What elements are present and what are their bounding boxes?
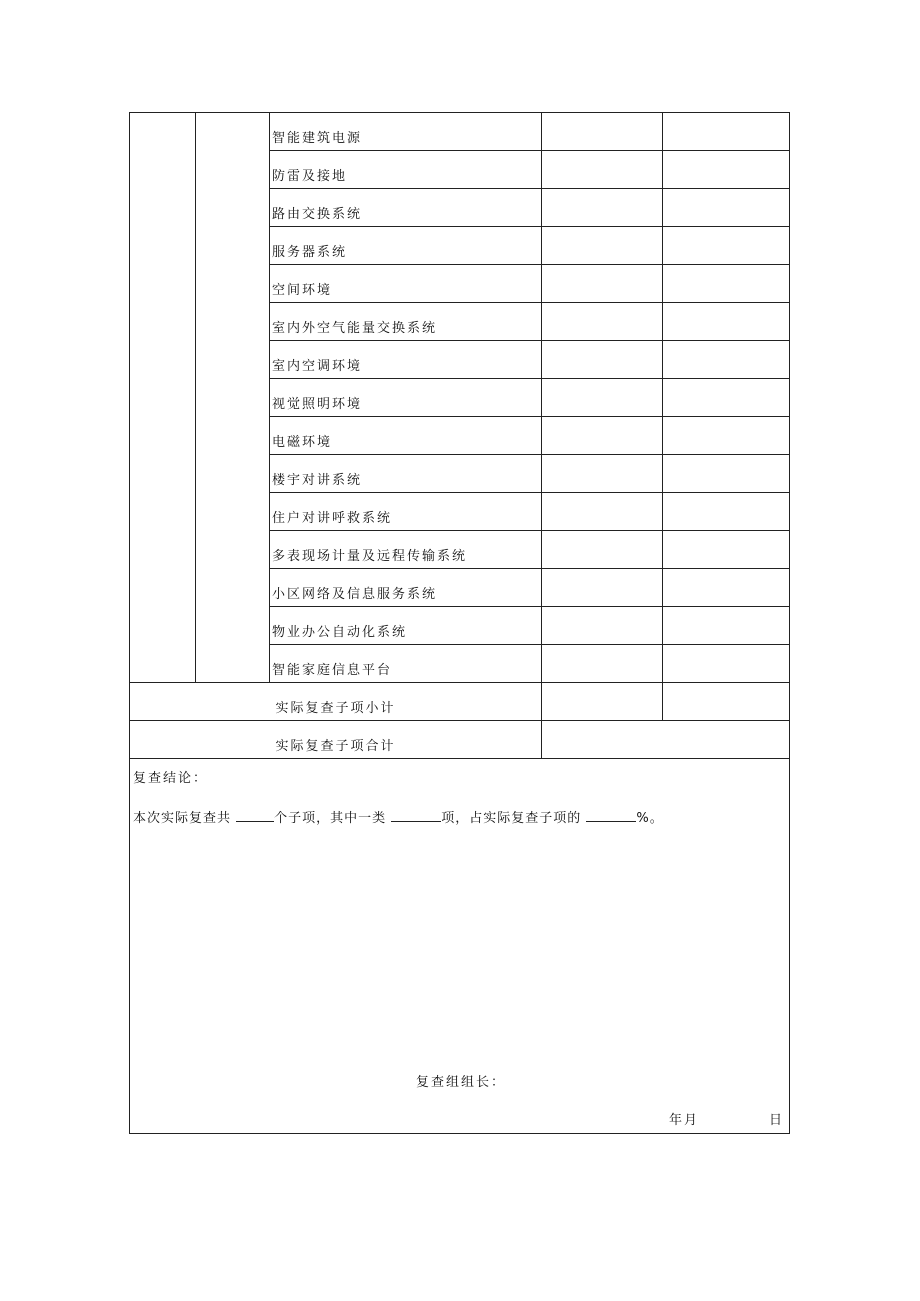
item-name: 多表现场计量及远程传输系统 [270, 531, 542, 569]
item-name: 视觉照明环境 [270, 379, 542, 417]
date-day-label: 日 [769, 1113, 785, 1128]
remark-cell[interactable] [663, 531, 790, 569]
subtotal-value-cell[interactable] [542, 683, 663, 721]
remark-cell[interactable] [663, 151, 790, 189]
class-one-count-blank[interactable] [391, 809, 441, 822]
conclusion-title: 复查结论： [133, 771, 209, 786]
result-cell[interactable] [542, 113, 663, 151]
review-form [129, 112, 789, 1134]
item-name: 小区网络及信息服务系统 [270, 569, 542, 607]
sentence-part: 项，占实际复查子项的 [441, 811, 587, 826]
subcategory-cell [196, 113, 270, 683]
remark-cell[interactable] [663, 113, 790, 151]
result-cell[interactable] [542, 607, 663, 645]
leader-signature-label: 复查组组长： [416, 1075, 507, 1090]
item-name: 室内外空气能量交换系统 [270, 303, 542, 341]
remark-cell[interactable] [663, 379, 790, 417]
result-cell[interactable] [542, 341, 663, 379]
total-count-blank[interactable] [236, 809, 274, 822]
subtotal-label: 实际复查子项小计 [130, 683, 542, 721]
remark-cell[interactable] [663, 417, 790, 455]
remark-cell[interactable] [663, 493, 790, 531]
result-cell[interactable] [542, 303, 663, 341]
item-name: 智能建筑电源 [270, 113, 542, 151]
total-row [130, 721, 790, 759]
item-name: 防雷及接地 [270, 151, 542, 189]
remark-cell[interactable] [663, 607, 790, 645]
total-label: 实际复查子项合计 [130, 721, 542, 759]
result-cell[interactable] [542, 493, 663, 531]
result-cell[interactable] [542, 227, 663, 265]
conclusion-cell [130, 759, 790, 1134]
item-name: 楼宇对讲系统 [270, 455, 542, 493]
result-cell[interactable] [542, 379, 663, 417]
item-name: 住户对讲呼救系统 [270, 493, 542, 531]
category-cell [130, 113, 196, 683]
remark-cell[interactable] [663, 189, 790, 227]
remark-cell[interactable] [663, 303, 790, 341]
item-name: 电磁环境 [270, 417, 542, 455]
result-cell[interactable] [542, 531, 663, 569]
item-name: 空间环境 [270, 265, 542, 303]
remark-cell[interactable] [663, 455, 790, 493]
sentence-part: 本次实际复查共 [133, 811, 237, 826]
result-cell[interactable] [542, 417, 663, 455]
remark-cell[interactable] [663, 265, 790, 303]
conclusion-sentence [133, 807, 664, 826]
sentence-part: 个子项，其中一类 [274, 811, 392, 826]
result-cell[interactable] [542, 645, 663, 683]
remark-cell[interactable] [663, 227, 790, 265]
remark-cell[interactable] [663, 569, 790, 607]
remark-cell[interactable] [663, 645, 790, 683]
item-name: 物业办公自动化系统 [270, 607, 542, 645]
date-year-month-label: 年月 [669, 1113, 700, 1128]
subtotal-row [130, 683, 790, 721]
item-name: 室内空调环境 [270, 341, 542, 379]
table-row [130, 113, 790, 151]
item-name: 路由交换系统 [270, 189, 542, 227]
item-name: 智能家庭信息平台 [270, 645, 542, 683]
review-table [129, 112, 790, 1134]
total-value-cell[interactable] [542, 721, 790, 759]
remark-cell[interactable] [663, 341, 790, 379]
item-name: 服务器系统 [270, 227, 542, 265]
sentence-part: %。 [636, 811, 664, 826]
conclusion-row [130, 759, 790, 1134]
result-cell[interactable] [542, 265, 663, 303]
result-cell[interactable] [542, 189, 663, 227]
percentage-blank[interactable] [586, 809, 636, 822]
result-cell[interactable] [542, 455, 663, 493]
result-cell[interactable] [542, 151, 663, 189]
subtotal-remark-cell[interactable] [663, 683, 790, 721]
result-cell[interactable] [542, 569, 663, 607]
